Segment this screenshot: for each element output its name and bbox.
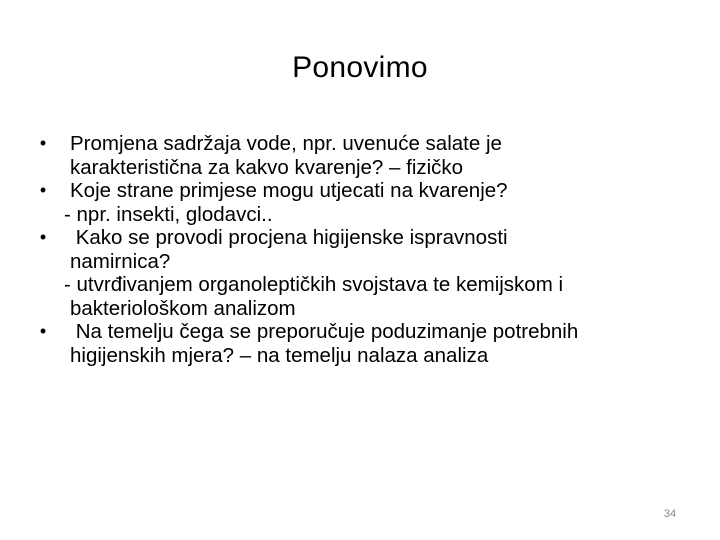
bullet-text-line: Koje strane primjese mogu utjecati na kvarenje? [70,179,508,202]
bullet-item-3 [28,226,698,250]
bullet-icon: • [39,321,47,341]
bullet-text-line: higijenskih mjera? – na temelju nalaza analiza [70,343,489,367]
bullet-text-line: Promjena sadržaja vode, npr. uvenuće salate je [70,132,502,155]
bullet-text-line: namirnica? [70,249,171,273]
bullet-item-1 [28,132,698,156]
slide-title: Ponovimo [292,51,428,84]
bullet-continuation [28,203,698,227]
bullet-continuation [28,273,698,297]
bullet-item-4 [28,320,698,344]
page-number: 34 [663,508,677,520]
bullet-icon: • [39,133,47,153]
bullet-text-line: - npr. insekti, glodavci.. [64,202,273,226]
bullet-icon: • [39,180,47,200]
bullet-continuation [28,297,698,321]
bullet-continuation [28,156,698,180]
bullet-continuation [28,250,698,274]
bullet-item-2 [28,179,698,203]
bullet-list [28,132,698,367]
bullet-text-line: Na temelju čega se preporučuje poduzimanje potrebnih [70,320,579,343]
bullet-icon: • [39,227,47,247]
bullet-text-line: Kako se provodi procjena higijenske ispravnosti [70,226,508,249]
bullet-text-line: karakteristična za kakvo kvarenje? – fizičko [70,155,464,179]
bullet-continuation [28,344,698,368]
bullet-text-line: bakteriološkom analizom [70,296,296,320]
bullet-text-line: - utvrđivanjem organoleptičkih svojstava te kemijskom i [64,273,564,296]
